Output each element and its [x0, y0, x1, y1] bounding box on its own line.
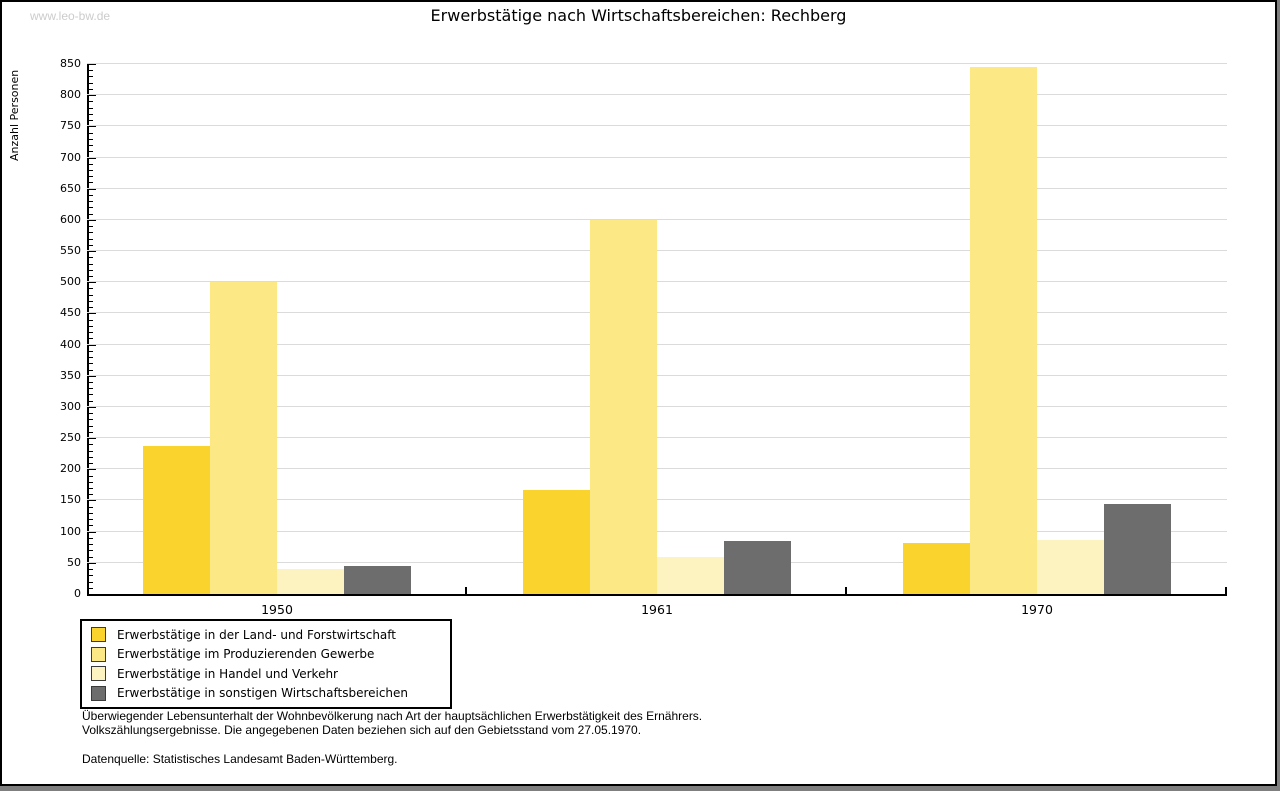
y-tick-410: [89, 338, 93, 339]
y-tick-690: [89, 164, 93, 165]
legend-swatch-1: [91, 627, 106, 642]
gridline-700: [87, 157, 1227, 158]
category-label-1961: 1961: [641, 602, 673, 617]
y-tick-530: [89, 264, 93, 265]
y-tick-300: [89, 407, 96, 408]
x-tick-1: [465, 587, 467, 594]
y-tick-30: [89, 575, 93, 576]
y-tick-480: [89, 295, 93, 296]
y-tick-340: [89, 382, 93, 383]
y-tick-750: [89, 126, 96, 127]
y-tick-label-250: 250: [60, 431, 81, 445]
y-tick-20: [89, 582, 93, 583]
y-tick-250: [89, 438, 96, 439]
y-tick-560: [89, 245, 93, 246]
y-tick-label-150: 150: [60, 493, 81, 507]
y-tick-10: [89, 588, 93, 589]
gridline-550: [87, 250, 1227, 251]
y-tick-810: [89, 89, 93, 90]
y-tick-510: [89, 276, 93, 277]
y-tick-790: [89, 101, 93, 102]
y-tick-label-400: 400: [60, 337, 81, 351]
y-tick-660: [89, 182, 93, 183]
y-tick-620: [89, 207, 93, 208]
y-tick-270: [89, 426, 93, 427]
y-tick-90: [89, 538, 93, 539]
category-label-1970: 1970: [1021, 602, 1053, 617]
y-tick-700: [89, 158, 96, 159]
legend-swatch-4: [91, 686, 106, 701]
y-tick-590: [89, 226, 93, 227]
x-tick-3: [1225, 587, 1227, 594]
bar-1950-series-3: [277, 569, 344, 594]
y-tick-label-100: 100: [60, 524, 81, 538]
y-tick-350: [89, 376, 96, 377]
y-tick-450: [89, 313, 96, 314]
y-tick-550: [89, 251, 96, 252]
footnote-line-2: Volkszählungsergebnisse. Die angegebenen Daten beziehen sich auf den Gebietsstand vom 27.05.1970.: [82, 723, 642, 737]
y-tick-label-300: 300: [60, 399, 81, 413]
y-tick-label-750: 750: [60, 119, 81, 133]
y-tick-70: [89, 550, 93, 551]
y-tick-720: [89, 145, 93, 146]
y-tick-470: [89, 301, 93, 302]
bar-1970-series-1: [903, 543, 970, 594]
y-tick-260: [89, 432, 93, 433]
y-tick-130: [89, 513, 93, 514]
y-tick-150: [89, 500, 96, 501]
y-tick-570: [89, 239, 93, 240]
legend-item-2: [82, 645, 450, 665]
y-tick-680: [89, 170, 93, 171]
y-tick-630: [89, 201, 93, 202]
y-tick-80: [89, 544, 93, 545]
legend-swatch-3: [91, 666, 106, 681]
watermark-url: www.leo-bw.de: [30, 9, 111, 23]
y-tick-label-700: 700: [60, 150, 81, 164]
x-axis-line: [87, 594, 1227, 596]
legend-label-1: Erwerbstätige in der Land- und Forstwirtschaft: [117, 627, 396, 642]
y-tick-60: [89, 557, 93, 558]
legend-item-4: [82, 684, 450, 704]
y-tick-670: [89, 176, 93, 177]
y-tick-label-500: 500: [60, 275, 81, 289]
plot-area: [60, 57, 1227, 617]
y-tick-640: [89, 195, 93, 196]
y-tick-120: [89, 519, 93, 520]
y-tick-830: [89, 76, 93, 77]
y-tick-320: [89, 394, 93, 395]
y-tick-780: [89, 108, 93, 109]
category-label-1950: 1950: [261, 602, 293, 617]
y-tick-280: [89, 419, 93, 420]
y-tick-430: [89, 326, 93, 327]
y-tick-label-450: 450: [60, 306, 81, 320]
bar-1970-series-3: [1037, 540, 1104, 594]
y-tick-440: [89, 320, 93, 321]
y-tick-210: [89, 463, 93, 464]
y-tick-label-850: 850: [60, 57, 81, 70]
legend-swatch-2: [91, 647, 106, 662]
y-tick-850: [89, 64, 96, 65]
y-tick-label-0: 0: [74, 587, 81, 600]
y-tick-label-800: 800: [60, 88, 81, 102]
footnote-line-1: Überwiegender Lebensunterhalt der Wohnbevölkerung nach Art der hauptsächlichen Erwerbstätigkeit des Ernährers.: [82, 709, 703, 723]
y-tick-370: [89, 363, 93, 364]
y-tick-220: [89, 457, 93, 458]
y-tick-110: [89, 525, 93, 526]
y-tick-490: [89, 288, 93, 289]
y-tick-710: [89, 151, 93, 152]
bar-1950-series-4: [344, 566, 411, 594]
y-tick-180: [89, 482, 93, 483]
y-tick-360: [89, 370, 93, 371]
legend-label-2: Erwerbstätige im Produzierenden Gewerbe: [117, 647, 375, 662]
y-tick-310: [89, 401, 93, 402]
y-tick-730: [89, 139, 93, 140]
y-axis-title: Anzahl Personen: [8, 69, 21, 161]
gridline-600: [87, 219, 1227, 220]
y-tick-100: [89, 532, 96, 533]
chart-title: Erwerbstätige nach Wirtschaftsbereichen: Rechberg: [430, 6, 847, 25]
y-tick-650: [89, 189, 96, 190]
y-tick-740: [89, 133, 93, 134]
y-tick-240: [89, 444, 93, 445]
bar-1970-series-2: [970, 67, 1037, 594]
bar-1970-series-4: [1104, 504, 1171, 594]
y-tick-290: [89, 413, 93, 414]
legend: [80, 619, 452, 709]
source-line: Datenquelle: Statistisches Landesamt Baden-Württemberg.: [82, 752, 398, 766]
gridline-750: [87, 125, 1227, 126]
y-tick-label-200: 200: [60, 462, 81, 476]
gridline-850: [87, 63, 1227, 64]
y-tick-840: [89, 70, 93, 71]
bar-1961-series-2: [590, 220, 657, 594]
y-tick-label-50: 50: [67, 555, 81, 569]
y-tick-390: [89, 351, 93, 352]
y-tick-label-550: 550: [60, 244, 81, 258]
y-tick-140: [89, 507, 93, 508]
y-tick-50: [89, 563, 96, 564]
gridline-800: [87, 94, 1227, 95]
y-tick-760: [89, 120, 93, 121]
y-tick-160: [89, 494, 93, 495]
y-tick-40: [89, 569, 93, 570]
y-tick-520: [89, 270, 93, 271]
y-tick-610: [89, 214, 93, 215]
x-tick-2: [845, 587, 847, 594]
y-tick-label-350: 350: [60, 368, 81, 382]
legend-label-3: Erwerbstätige in Handel und Verkehr: [117, 666, 338, 681]
y-tick-label-650: 650: [60, 181, 81, 195]
y-tick-460: [89, 307, 93, 308]
bar-1950-series-1: [143, 446, 210, 594]
y-tick-800: [89, 95, 96, 96]
legend-label-4: Erwerbstätige in sonstigen Wirtschaftsbereichen: [117, 686, 409, 701]
bar-1961-series-3: [657, 557, 724, 594]
y-tick-820: [89, 83, 93, 84]
y-tick-330: [89, 388, 93, 389]
y-tick-190: [89, 476, 93, 477]
legend-item-1: [82, 625, 450, 645]
y-tick-500: [89, 282, 96, 283]
bar-1961-series-4: [724, 541, 791, 594]
y-tick-400: [89, 345, 96, 346]
y-tick-380: [89, 357, 93, 358]
bar-1961-series-1: [523, 490, 590, 594]
y-tick-420: [89, 332, 93, 333]
y-tick-770: [89, 114, 93, 115]
gridline-650: [87, 188, 1227, 189]
bar-1950-series-2: [210, 282, 277, 594]
y-tick-170: [89, 488, 93, 489]
y-tick-200: [89, 469, 96, 470]
y-tick-600: [89, 220, 96, 221]
y-tick-580: [89, 232, 93, 233]
y-tick-540: [89, 257, 93, 258]
y-tick-230: [89, 451, 93, 452]
y-tick-label-600: 600: [60, 212, 81, 226]
y-axis-line: [87, 64, 89, 596]
legend-item-3: [82, 664, 450, 684]
